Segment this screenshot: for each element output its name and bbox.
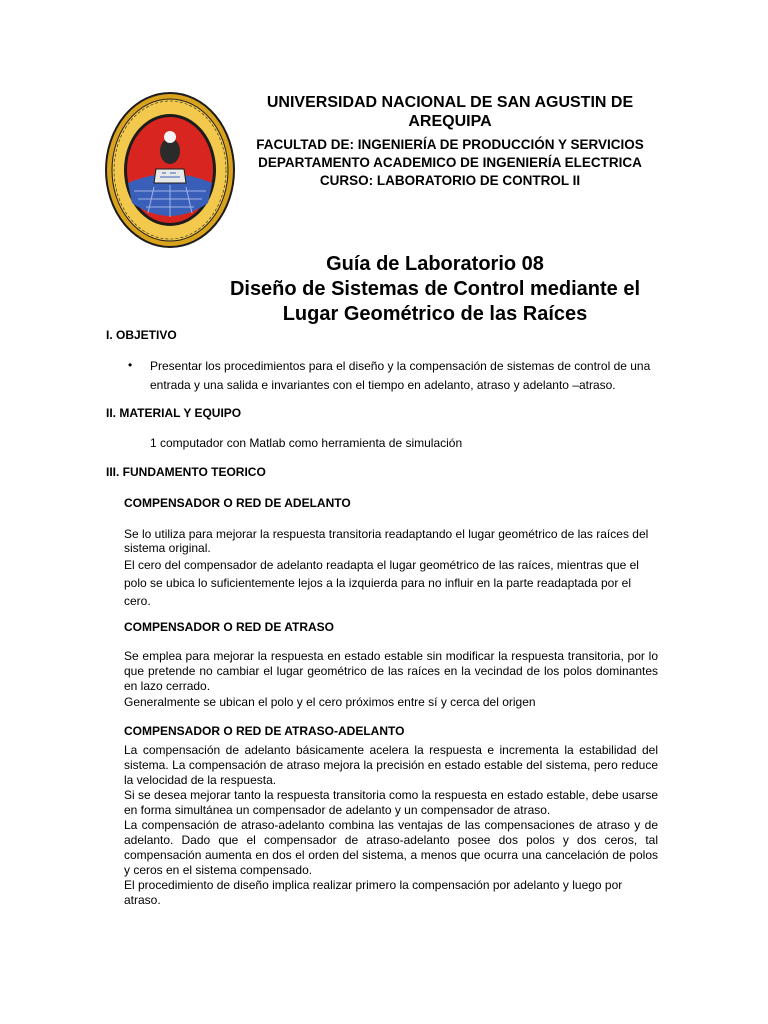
atraso-adelanto-paragraph-1: La compensación de adelanto básicamente acelera la respuesta e incrementa la estabilidad del sistema. La compensación de atraso mejora la precisión en estado estable del sistema, pero reduce la velocidad de la respuesta.: [124, 743, 658, 787]
course-name: CURSO: LABORATORIO DE CONTROL II: [319, 173, 581, 188]
title-line-2: Diseño de Sistemas de Control mediante el: [229, 278, 641, 300]
title-line-1: Guía de Laboratorio 08: [326, 253, 544, 275]
atraso-adelanto-paragraph-3: La compensación de atraso-adelanto combina las ventajas de las compensaciones de atraso y de adelanto. Dado que el compensador de atraso-adelanto posee dos polos y dos ceros, tal compensación aumenta en dos el orden del sistema, a menos que ocurra una cancelación de polos y ceros en el sistema compensado.: [124, 818, 658, 877]
subheading-atraso: COMPENSADOR O RED DE ATRASO: [124, 620, 335, 634]
material-item: 1 computador con Matlab como herramienta de simulación: [150, 436, 463, 450]
title-line-3: Lugar Geométrico de las Raíces: [282, 303, 588, 325]
bullet-icon: •: [128, 358, 133, 372]
atraso-paragraph-2: Generalmente se ubican el polo y el cero próximos entre sí y cerca del origen: [124, 695, 536, 709]
atraso-adelanto-paragraph-4: El procedimiento de diseño implica realizar primero la compensación por adelanto y luego por atraso.: [124, 878, 623, 907]
faculty-name: FACULTAD DE: INGENIERÍA DE PRODUCCIÓN Y SERVICIOS: [256, 137, 644, 152]
department-name: DEPARTAMENTO ACADEMICO DE INGENIERÍA ELECTRICA: [258, 155, 642, 170]
university-name: UNIVERSIDAD NACIONAL DE SAN AGUSTIN DE AREQUIPA: [266, 94, 634, 130]
document-title: [200, 252, 670, 327]
header-block: [236, 136, 664, 190]
section-heading-material: II. MATERIAL Y EQUIPO: [106, 406, 242, 420]
section-heading-objetivo: I. OBJETIVO: [106, 328, 177, 342]
subheading-atraso-adelanto: COMPENSADOR O RED DE ATRASO-ADELANTO: [124, 724, 405, 738]
atraso-paragraph-1: Se emplea para mejorar la respuesta en estado estable sin modificar la respuesta transitoria, por lo que pretende no cambiar el lugar geométrico de las raíces en la vecindad de los polos dominantes en lazo cerrado.: [124, 649, 658, 693]
section-heading-fundamento: III. FUNDAMENTO TEORICO: [106, 465, 266, 479]
adelanto-paragraph-2: El cero del compensador de adelanto readapta el lugar geométrico de las raíces, mientras que el polo se ubica lo suficientemente lejos a la izquierda para no influir en la parte readaptada por el cero.: [124, 558, 639, 608]
adelanto-paragraph-1: Se lo utiliza para mejorar la respuesta transitoria readaptando el lugar geométrico de las raíces del sistema original.: [124, 527, 649, 555]
objetivo-bullet-text: Presentar los procedimientos para el diseño y la compensación de sistemas de control de una entrada y una salida e invariantes con el tiempo en adelanto, atraso y adelanto –atraso.: [150, 359, 651, 392]
university-seal-icon: [104, 91, 236, 249]
atraso-adelanto-paragraph-2: Si se desea mejorar tanto la respuesta transitoria como la respuesta en estado estable, debe usarse en forma simultánea un compensador de adelanto y un compensador de atraso.: [124, 788, 658, 817]
subheading-adelanto: COMPENSADOR O RED DE ADELANTO: [124, 496, 351, 510]
